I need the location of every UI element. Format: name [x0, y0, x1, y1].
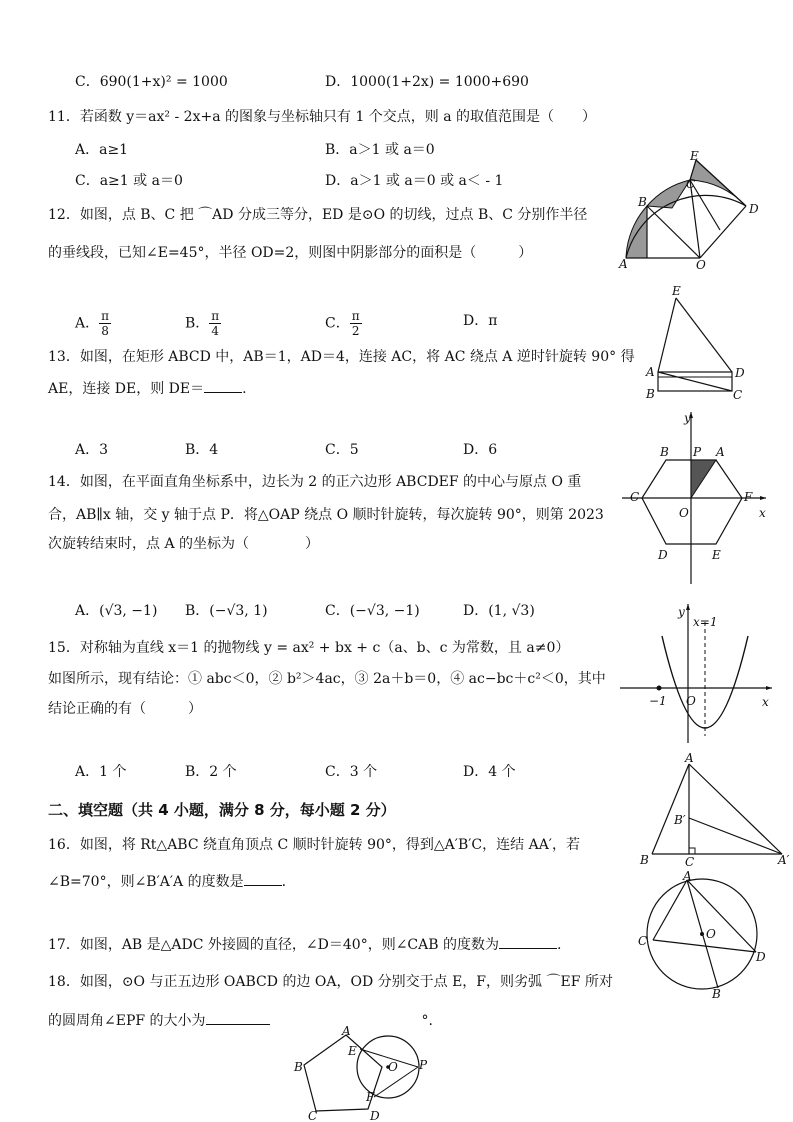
q12-option-d: D．π — [463, 313, 498, 329]
fig18-label-a: A — [342, 1024, 351, 1038]
fig14-label-o: O — [679, 506, 689, 520]
q12-option-a: A． $\frac{\pi}{8}$ — [75, 309, 110, 338]
q14-option-d: D．(1, √3) — [463, 603, 535, 619]
fig12-label-e: E — [690, 149, 699, 163]
q16-line2: ∠B=70°，则∠B′A′A 的度数是 . — [48, 874, 287, 890]
q15-line1: 15．对称轴为直线 x＝1 的抛物线 y = ax² + bx + c（a、b、c 为常数，且 a≠0） — [48, 640, 570, 656]
fig14-label-p: P — [693, 445, 702, 459]
fig14-label-c: C — [630, 490, 640, 504]
fig18-label-e: E — [348, 1044, 357, 1058]
fig16-label-b-prime: B′ — [674, 813, 686, 827]
fig14-label-b: B — [660, 445, 669, 459]
fig12-label-a: A — [619, 257, 628, 271]
q15-option-a: A．1 个 — [75, 764, 127, 780]
fig14-label-e: E — [712, 548, 721, 562]
q11-stem: 11．若函数 y＝ax² - 2x+a 的图象与坐标轴只有 1 个交点，则 a 的取值范围是（ ） — [48, 109, 597, 125]
q13-line1: 13．如图，在矩形 ABCD 中，AB＝1，AD＝4，连接 AC，将 AC 绕点 A 逆时针旋转 90° 得 — [48, 349, 635, 365]
fig13-label-e: E — [672, 284, 681, 298]
fig18-label-c: C — [308, 1109, 318, 1122]
q13-option-b: B．4 — [185, 442, 219, 458]
q13-option-a: A．3 — [75, 442, 109, 458]
fig12-label-b: B — [638, 195, 647, 209]
section2-heading: 二、填空题（共 4 小题，满分 8 分，每小题 2 分） — [48, 801, 396, 819]
q14-line3: 次旋转结束时，点 A 的坐标为（ ） — [48, 536, 320, 552]
q14-line2: 合，AB∥x 轴，交 y 轴于点 P．将△OAP 绕点 O 顺时针旋转，每次旋转 90°，则第 2023 — [48, 507, 604, 523]
q15-line3: 结论正确的有（ ） — [48, 701, 202, 717]
q12-line2: 的垂线段，已知∠E=45°，半径 OD=2，则图中阴影部分的面积是（ ） — [48, 245, 533, 261]
fig15-label-o: O — [686, 694, 696, 708]
fig17-label-b: B — [712, 987, 721, 1001]
q18-line1: 18．如图，⊙O 与正五边形 OABCD 的边 OA，OD 分别交于点 E，F，则劣弧 ⌒EF 所对 — [48, 974, 613, 990]
fig13-label-a: A — [646, 365, 655, 379]
q14-line1: 14．如图，在平面直角坐标系中，边长为 2 的正六边形 ABCDEF 的中心与原点 O 重 — [48, 474, 582, 490]
fig16-label-a-prime: A′ — [778, 853, 790, 867]
fig12-shaded-region-right — [690, 160, 746, 206]
q11-option-c: C．a≥1 或 a＝0 — [75, 173, 183, 189]
fig18-label-p: P — [419, 1058, 428, 1072]
fig16-label-b: B — [640, 853, 649, 867]
q10-option-d: D．1000(1+2x) = 1000+690 — [325, 74, 529, 90]
figure-q14 — [622, 408, 772, 586]
fig14-label-y: y — [684, 411, 691, 425]
fig14-shaded-triangle — [691, 460, 716, 498]
fig15-label-minus1: −1 — [649, 694, 667, 708]
figure-q12 — [616, 148, 766, 273]
figure-q15 — [618, 600, 776, 745]
q11-option-d: D．a＞1 或 a＝0 或 a＜ - 1 — [325, 173, 504, 189]
q12-line1: 12．如图，点 B、C 把 ⌒AD 分成三等分，ED 是⊙O 的切线，过点 B、C 分别作半径 — [48, 207, 588, 223]
fig16-label-a: A — [685, 751, 694, 765]
fig14-label-a: A — [716, 445, 725, 459]
q11-option-b: B．a＞1 或 a＝0 — [325, 142, 435, 158]
q15-line2: 如图所示，现有结论：① abc＜0，② b²＞4ac，③ 2a＋b＝0，④ ac−bc＋c²＜0，其中 — [48, 671, 606, 687]
fig13-label-c: C — [733, 388, 743, 402]
fig18-label-f: F — [366, 1090, 375, 1104]
fig17-label-a: A — [683, 869, 692, 883]
fig12-shaded-region-left — [626, 206, 647, 258]
fig18-label-b: B — [294, 1060, 303, 1074]
figure-q13 — [640, 282, 760, 402]
fig15-label-y: y — [678, 605, 685, 619]
fig15-label-x: x — [762, 695, 769, 709]
q14-option-c: C．(−√3, −1) — [325, 603, 420, 619]
fig12-label-d: D — [749, 202, 759, 216]
q12-option-c: C． $\frac{\pi}{2}$ — [325, 309, 360, 338]
q11-option-a: A．a≥1 — [75, 142, 129, 158]
fig14-label-f: F — [744, 490, 753, 504]
fig16-label-c: C — [685, 855, 695, 869]
q14-option-b: B．(−√3, 1) — [185, 603, 268, 619]
q15-option-c: C．3 个 — [325, 764, 378, 780]
fig18-label-o: O — [388, 1060, 398, 1074]
q10-option-c: C．690(1+x)² = 1000 — [75, 74, 228, 90]
q12-option-b: B． $\frac{\pi}{4}$ — [185, 309, 220, 338]
q13-option-c: C．5 — [325, 442, 359, 458]
fig13-label-b: B — [646, 387, 655, 401]
fig18-label-d: D — [370, 1109, 380, 1122]
figure-q17 — [632, 870, 772, 1002]
q16-line1: 16．如图，将 Rt△ABC 绕直角顶点 C 顺时针旋转 90°，得到△A′B′C，连结 AA′，若 — [48, 837, 580, 853]
q18-line2: 的圆周角∠EPF 的大小为 °. — [48, 1013, 433, 1029]
fig14-label-d: D — [658, 548, 668, 562]
q13-line2: AE，连接 DE，则 DE＝ . — [48, 381, 247, 397]
fig17-label-o: O — [706, 927, 716, 941]
fig12-label-o: O — [696, 258, 706, 272]
fig17-label-c: C — [638, 934, 648, 948]
q15-option-b: B．2 个 — [185, 764, 237, 780]
q13-option-d: D．6 — [463, 442, 498, 458]
fig14-label-x: x — [759, 506, 766, 520]
fig15-label-x1: x=1 — [693, 615, 718, 629]
q14-option-a: A．(√3, −1) — [75, 603, 158, 619]
q15-option-d: D．4 个 — [463, 764, 516, 780]
fig12-label-c: C — [686, 177, 696, 191]
fig17-label-d: D — [756, 950, 766, 964]
fig13-label-d: D — [735, 366, 745, 380]
figure-q18 — [290, 1024, 430, 1122]
q17-line: 17．如图，AB 是△ADC 外接圆的直径，∠D＝40°，则∠CAB 的度数为 . — [48, 937, 562, 953]
figure-q16 — [636, 752, 793, 870]
